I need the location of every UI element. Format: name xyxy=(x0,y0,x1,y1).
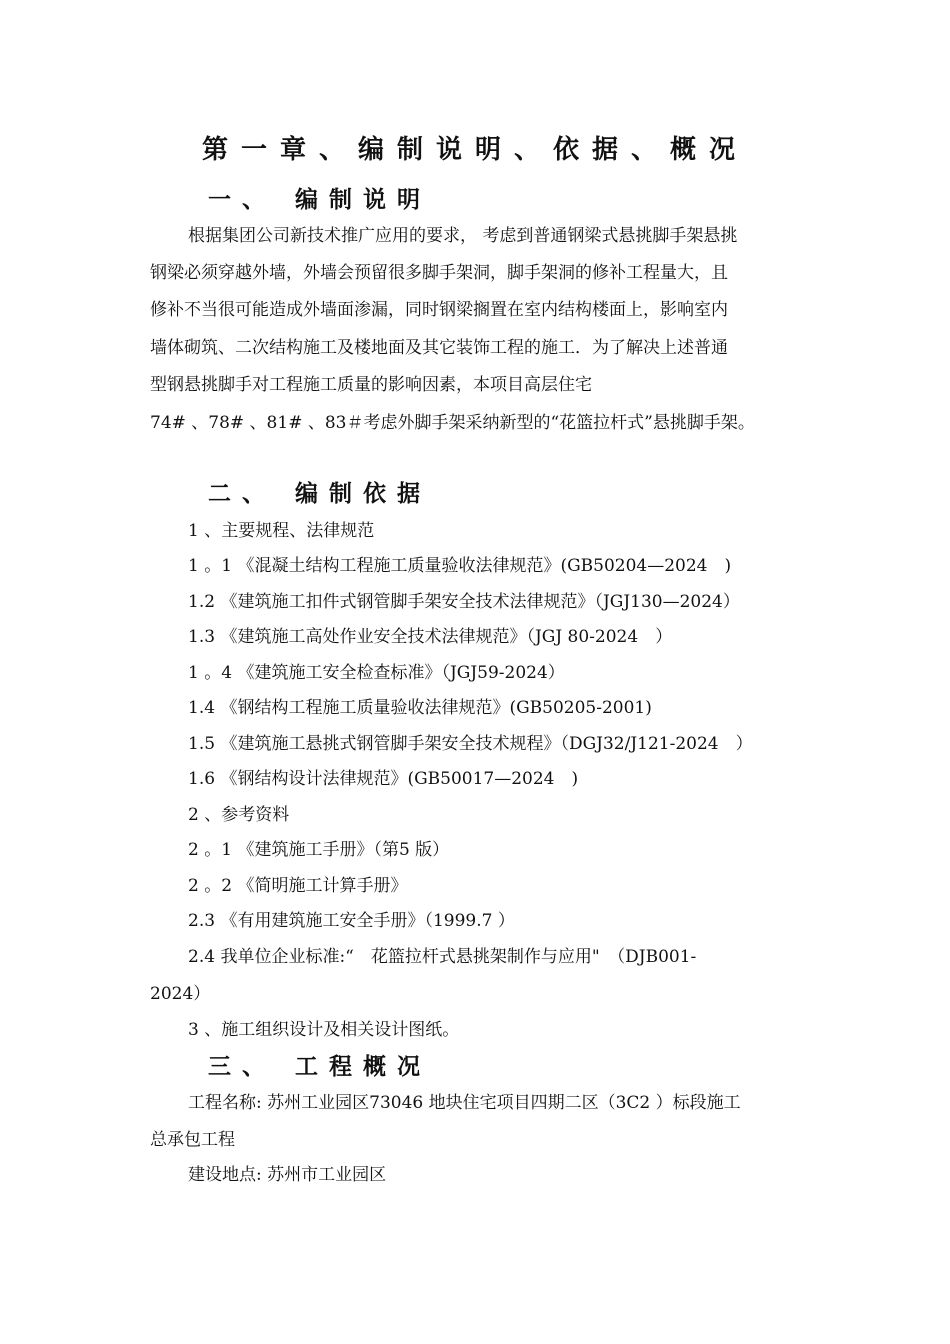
list-item: 2 、参考资料 xyxy=(188,805,290,825)
list-item: 1 。4 《建筑施工安全检查标准》（JGJ59-2024） xyxy=(188,663,565,683)
section-heading-project-overview: 三、 工程概况 xyxy=(208,1053,432,1080)
paragraph-line: 墙体砌筑、二次结构施工及楼地面及其它装饰工程的施工．为了解决上述普通 xyxy=(150,338,728,358)
list-item: 3 、施工组织设计及相关设计图纸。 xyxy=(188,1020,460,1040)
paragraph-line: 钢梁必须穿越外墙，外墙会预留很多脚手架洞，脚手架洞的修补工程量大，且 xyxy=(150,263,728,283)
project-name-continuation: 总承包工程 xyxy=(150,1130,235,1150)
list-item: 1.3 《建筑施工高处作业安全技术法律规范》（JGJ 80-2024 ） xyxy=(188,627,673,647)
list-item: 1.5 《建筑施工悬挑式钢管脚手架安全技术规程》（DGJ32/J121-2024 ） xyxy=(188,734,753,754)
list-item: 1.4 《钢结构工程施工质量验收法律规范》(GB50205-2001) xyxy=(188,698,652,718)
list-item: 1 、主要规程、法律规范 xyxy=(188,521,375,541)
project-name-line: 工程名称: 苏州工业园区73046 地块住宅项目四期二区（3C2 ）标段施工 xyxy=(188,1093,741,1113)
project-location-line: 建设地点: 苏州市工业园区 xyxy=(188,1165,387,1185)
list-item: 1 。1 《混凝土结构工程施工质量验收法律规范》(GB50204—2024 ) xyxy=(188,556,732,576)
list-item: 2 。1 《建筑施工手册》（第5 版） xyxy=(188,840,450,860)
paragraph-line: 根据集团公司新技术推广应用的要求， 考虑到普通钢梁式悬挑脚手架悬挑 xyxy=(188,226,738,246)
list-item: 1.6 《钢结构设计法律规范》(GB50017—2024 ) xyxy=(188,769,579,789)
paragraph-line: 74# 、78# 、81# 、83＃考虑外脚手架采纳新型的“花篮拉杆式”悬挑脚手架。 xyxy=(150,413,755,433)
list-item: 1.2 《建筑施工扣件式钢管脚手架安全技术法律规范》（JGJ130—2024） xyxy=(188,592,740,612)
paragraph-line: 型钢悬挑脚手对工程施工质量的影响因素，本项目高层住宅 xyxy=(150,375,592,395)
chapter-title: 第一章、编制说明、依据、概况 xyxy=(201,135,748,165)
list-item: 2.4 我单位企业标准:“ 花篮拉杆式悬挑架制作与应用" （DJB001- xyxy=(188,947,697,967)
list-item: 2 。2 《简明施工计算手册》 xyxy=(188,876,408,896)
list-item-continuation: 2024） xyxy=(150,984,211,1004)
section-heading-basis: 二、 编制依据 xyxy=(208,480,432,507)
section-heading-preparation-notes: 一、 编制说明 xyxy=(208,186,432,213)
list-item: 2.3 《有用建筑施工安全手册》（1999.7 ） xyxy=(188,911,515,931)
paragraph-line: 修补不当很可能造成外墙面渗漏，同时钢梁搁置在室内结构楼面上，影响室内 xyxy=(150,300,728,320)
